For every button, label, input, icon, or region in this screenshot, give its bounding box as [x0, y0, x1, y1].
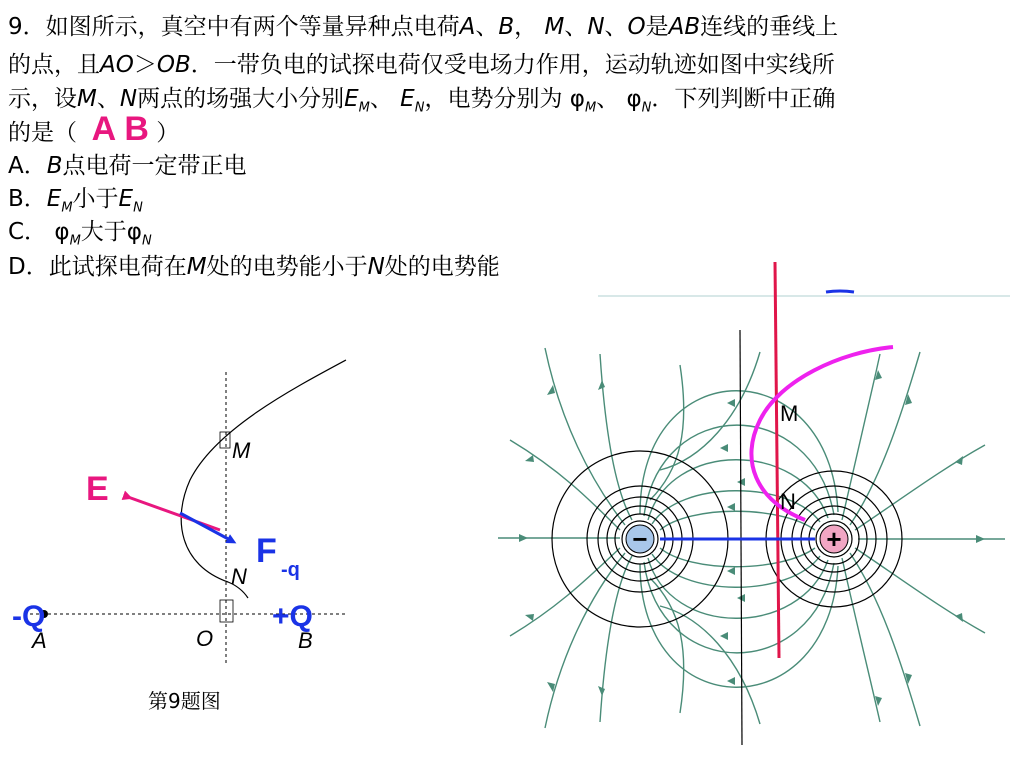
positive-sign: + [826, 524, 842, 554]
var-N: N [587, 14, 605, 40]
question-line-3: 示，设M、N两点的场强大小分别$E_M$、 $E_N$，电势分别为 $\varphi_M$、 $\varphi_N$．下列判断中正确 [8, 86, 836, 116]
label-q: -q [281, 559, 300, 581]
var-AO: AO [100, 52, 134, 78]
negative-sign: − [632, 524, 648, 554]
label-n-right: N [780, 489, 796, 514]
var-B: B [498, 14, 515, 40]
label-e: E [86, 470, 109, 508]
question-text: 9．如图所示，真空中有两个等量异种点电荷 [8, 14, 460, 40]
question-line-4: 的是（ A B ） [8, 110, 180, 148]
var-A: A [459, 14, 476, 40]
question-line-1: 9．如图所示，真空中有两个等量异种点电荷A、B， M、N、O是AB连线的垂线上 [8, 14, 839, 40]
red-vertical-line [775, 262, 779, 658]
e-field-arrow [128, 497, 220, 530]
option-b: B．$E_M$小于$E_N$ [8, 186, 143, 216]
var-M: M [544, 14, 565, 40]
label-b: B [298, 628, 313, 653]
var-OB: OB [156, 52, 191, 78]
trajectory-arc [751, 347, 893, 520]
blue-arc-fragment [826, 291, 854, 292]
right-diagram [498, 262, 1010, 745]
figure-caption: 第9题图 [148, 689, 221, 713]
label-f: F [256, 532, 277, 570]
force-arrow [180, 513, 232, 541]
question-line-2: 的点，且AO＞OB．一带负电的试探电荷仅受电场力作用，运动轨迹如图中实线所 [8, 52, 835, 78]
label-m-right: M [780, 401, 799, 426]
label-a: A [32, 628, 47, 653]
answer-mark: A B [91, 110, 149, 148]
phi-symbol: φ [569, 86, 585, 112]
label-o: O [196, 626, 214, 651]
option-a: A．B点电荷一定带正电 [8, 153, 247, 179]
label-m: M [232, 438, 251, 463]
var-AB: AB [668, 14, 701, 40]
option-d: D．此试探电荷在M处的电势能小于N处的电势能 [8, 254, 500, 280]
label-pos-q: +Q [272, 600, 313, 633]
label-neg-q: -Q [12, 600, 46, 633]
label-n: N [231, 564, 247, 589]
left-diagram [12, 360, 346, 713]
option-c: C． $\varphi_M$大于$\varphi_N$ [8, 219, 152, 249]
var-O: O [627, 14, 646, 40]
